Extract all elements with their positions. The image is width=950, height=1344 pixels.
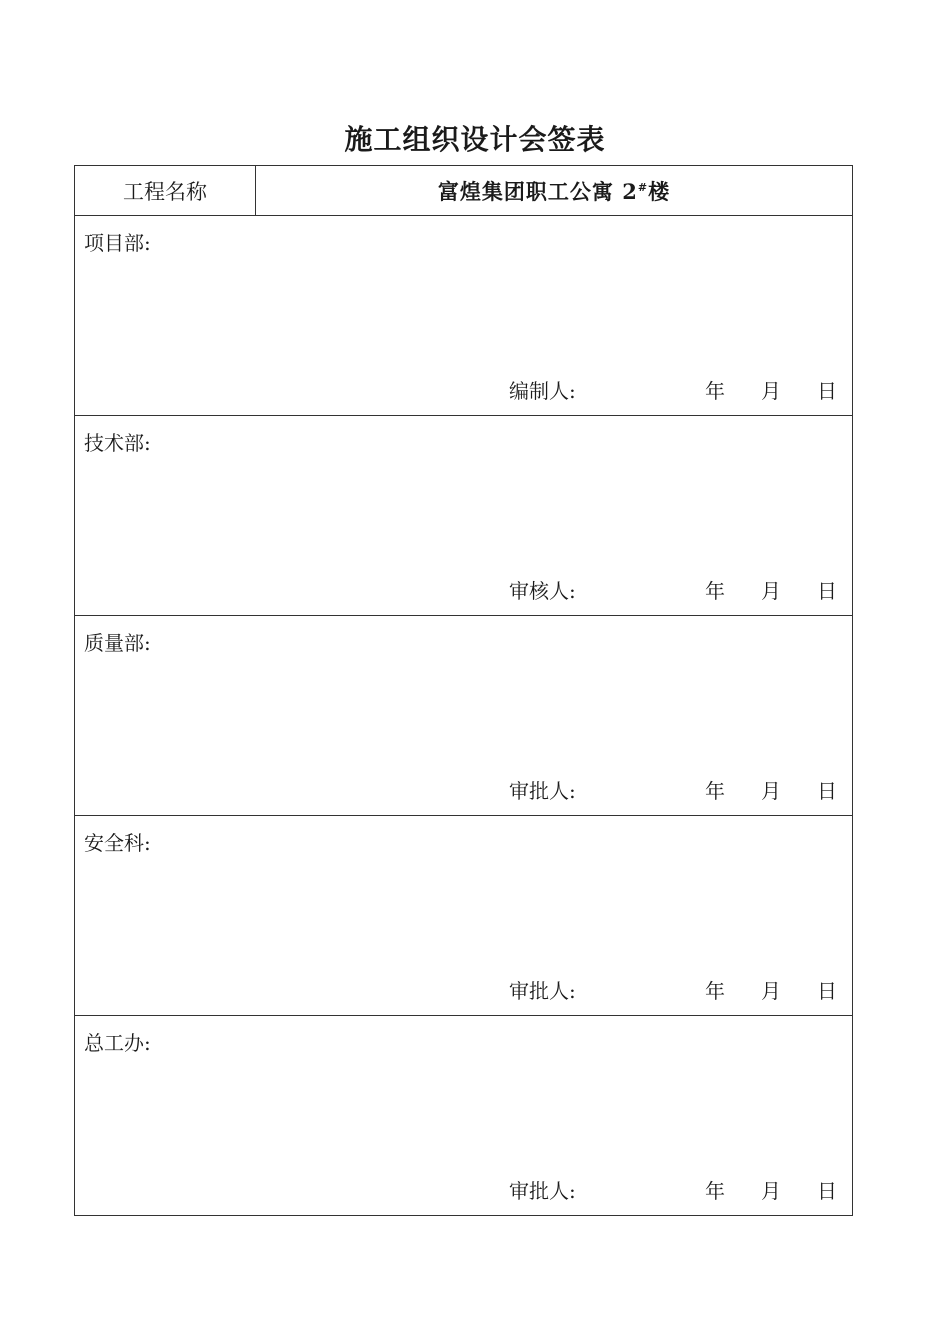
page-title: 施工组织设计会签表 <box>344 123 606 156</box>
signer-label: 审批人: <box>509 1179 576 1203</box>
date-day-label: 日 <box>817 579 837 603</box>
section-cell <box>75 816 853 1016</box>
section-row-project-dept <box>75 216 853 416</box>
section-row-tech-dept <box>75 416 853 616</box>
signer-label: 编制人: <box>509 379 576 403</box>
signer-label: 审核人: <box>509 579 576 603</box>
signer-label: 审批人: <box>509 979 576 1003</box>
sign-off-table <box>74 165 853 1216</box>
date-day-label: 日 <box>817 1179 837 1203</box>
section-cell <box>75 416 853 616</box>
date-year-label: 年 <box>705 779 725 803</box>
section-cell <box>75 1016 853 1216</box>
date-month-label: 月 <box>761 379 781 403</box>
project-name-main: 富煌集团职工公寓 2 <box>437 178 638 204</box>
signer-label: 审批人: <box>509 779 576 803</box>
section-row-quality-dept <box>75 616 853 816</box>
date-year-label: 年 <box>705 579 725 603</box>
section-inner <box>75 616 852 815</box>
section-title: 项目部: <box>84 231 151 255</box>
date-month-label: 月 <box>761 579 781 603</box>
project-name-row <box>75 166 853 216</box>
section-inner <box>75 816 852 1015</box>
project-name-sup: # <box>637 180 649 194</box>
section-inner <box>75 1016 852 1215</box>
date-day-label: 日 <box>817 979 837 1003</box>
section-title: 安全科: <box>84 831 151 855</box>
date-year-label: 年 <box>705 979 725 1003</box>
date-day-label: 日 <box>817 779 837 803</box>
section-cell <box>75 616 853 816</box>
date-day-label: 日 <box>817 379 837 403</box>
section-title: 技术部: <box>84 431 151 455</box>
section-cell <box>75 216 853 416</box>
section-title: 总工办: <box>84 1031 151 1055</box>
section-row-safety-dept <box>75 816 853 1016</box>
project-name-value <box>256 166 853 216</box>
section-title: 质量部: <box>84 631 151 655</box>
date-month-label: 月 <box>761 1179 781 1203</box>
date-year-label: 年 <box>705 1179 725 1203</box>
project-name-label: 工程名称 <box>75 166 256 216</box>
date-month-label: 月 <box>761 979 781 1003</box>
section-inner <box>75 416 852 615</box>
section-row-chief-engineer-office <box>75 1016 853 1216</box>
section-inner <box>75 216 852 415</box>
date-month-label: 月 <box>761 779 781 803</box>
project-name-tail: 楼 <box>648 178 671 204</box>
date-year-label: 年 <box>705 379 725 403</box>
